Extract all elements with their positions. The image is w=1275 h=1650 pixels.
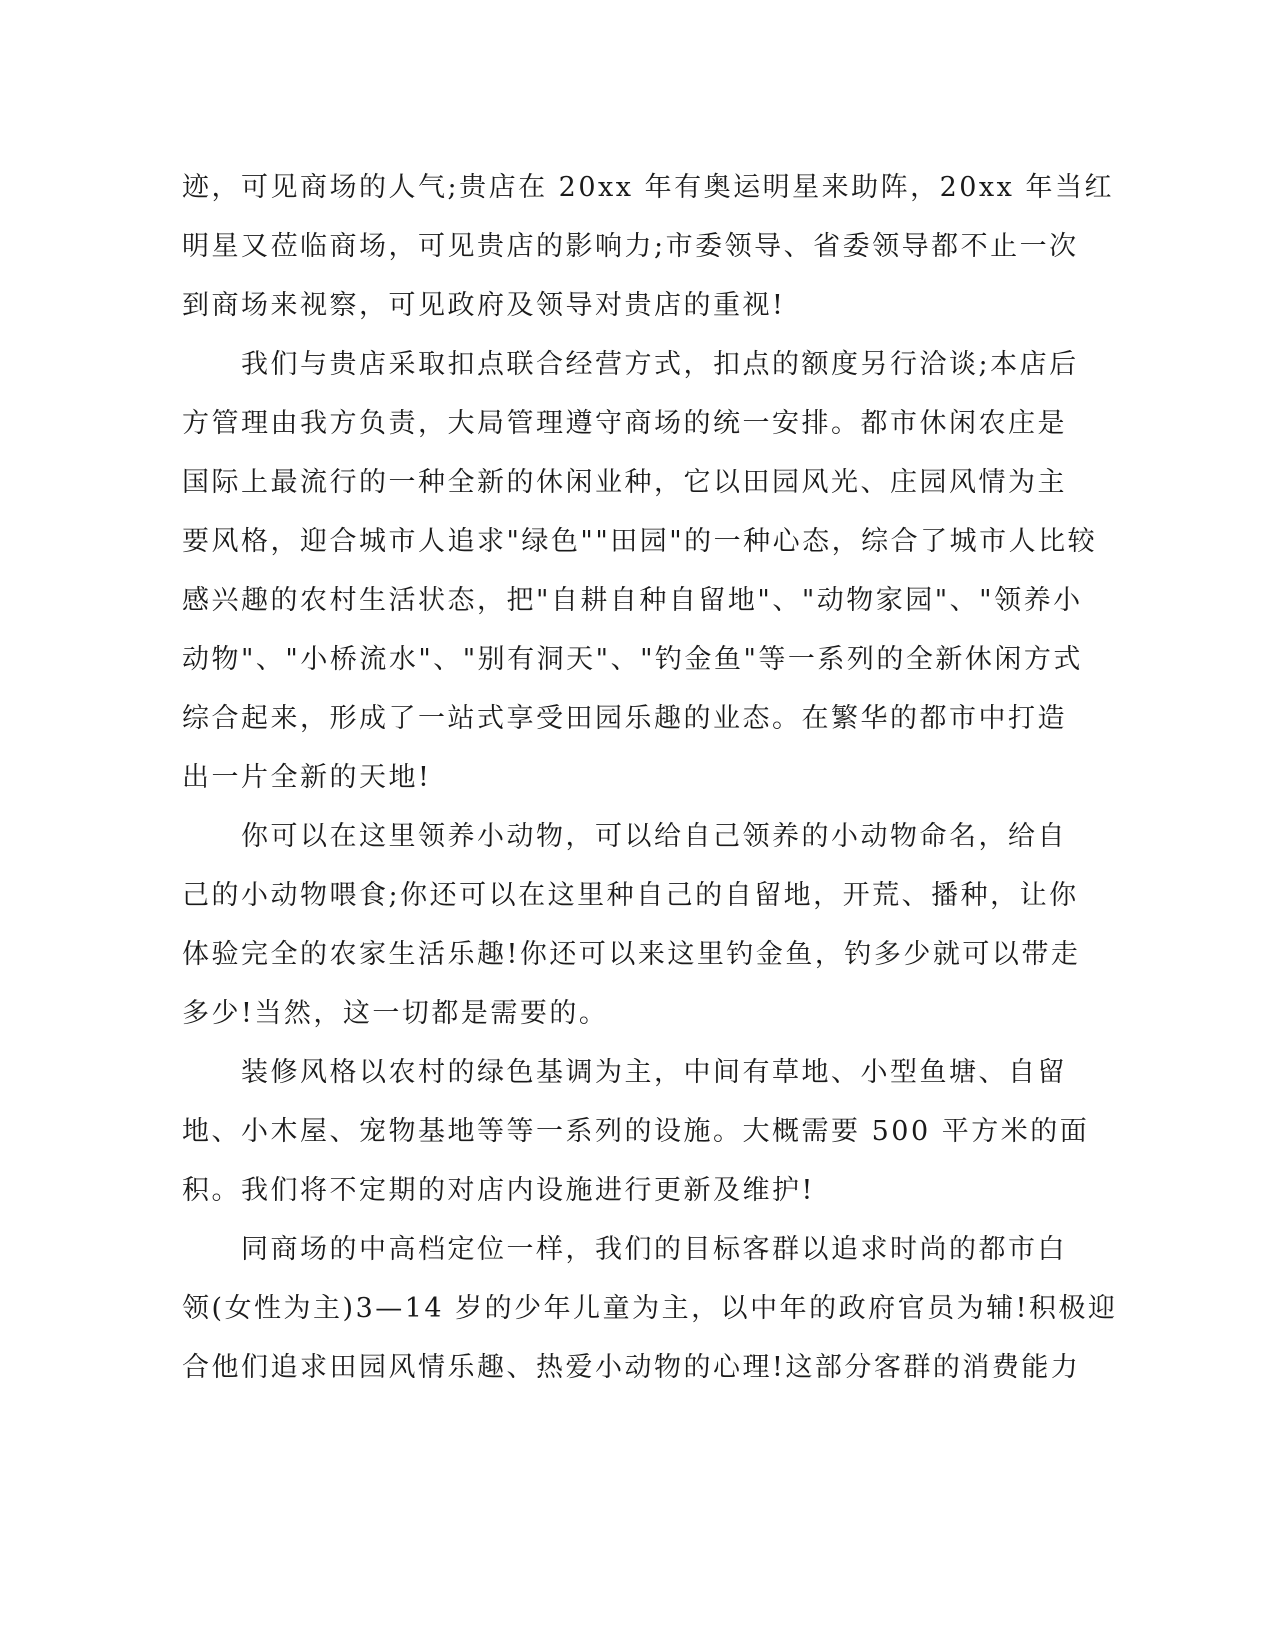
text-line: 装修风格以农村的绿色基调为主，中间有草地、小型鱼塘、自留	[182, 1057, 1067, 1088]
text-line: 己的小动物喂食;你还可以在这里种自己的自留地，开荒、播种，让你	[182, 880, 1079, 911]
document-body	[182, 158, 1118, 1397]
paragraph-3	[182, 807, 1081, 1043]
text-line: 综合起来，形成了一站式享受田园乐趣的业态。在繁华的都市中打造	[182, 703, 1067, 734]
text-line: 多少!当然，这一切都是需要的。	[182, 998, 609, 1029]
text-line: 体验完全的农家生活乐趣!你还可以来这里钓金鱼，钓多少就可以带走	[182, 939, 1081, 970]
text-line: 要风格，迎合城市人追求"绿色""田园"的一种心态，综合了城市人比较	[182, 526, 1098, 557]
paragraph-2	[182, 335, 1098, 807]
paragraph-1	[182, 158, 1114, 335]
text-line: 方管理由我方负责，大局管理遵守商场的统一安排。都市休闲农庄是	[182, 408, 1067, 439]
text-line: 感兴趣的农村生活状态，把"自耕自种自留地"、"动物家园"、"领养小	[182, 585, 1083, 616]
text-line: 国际上最流行的一种全新的休闲业种，它以田园风光、庄园风情为主	[182, 467, 1067, 498]
text-line: 领(女性为主)3—14 岁的少年儿童为主，以中年的政府官员为辅!积极迎	[182, 1293, 1118, 1324]
text-line: 我们与贵店采取扣点联合经营方式，扣点的额度另行洽谈;本店后	[182, 349, 1079, 380]
text-line: 明星又莅临商场，可见贵店的影响力;市委领导、省委领导都不止一次	[182, 231, 1079, 262]
text-line: 动物"、"小桥流水"、"别有洞天"、"钓金鱼"等一系列的全新休闲方式	[182, 644, 1083, 675]
text-line: 地、小木屋、宠物基地等等一系列的设施。大概需要 500 平方米的面	[182, 1116, 1090, 1147]
text-line: 到商场来视察，可见政府及领导对贵店的重视!	[182, 290, 786, 321]
paragraph-4	[182, 1043, 1090, 1220]
text-line: 迹，可见商场的人气;贵店在 20xx 年有奥运明星来助阵，20xx 年当红	[182, 172, 1114, 203]
paragraph-5	[182, 1220, 1118, 1397]
text-line: 你可以在这里领养小动物，可以给自己领养的小动物命名，给自	[182, 821, 1067, 852]
text-line: 积。我们将不定期的对店内设施进行更新及维护!	[182, 1175, 815, 1206]
text-line: 合他们追求田园风情乐趣、热爱小动物的心理!这部分客群的消费能力	[182, 1352, 1081, 1383]
text-line: 出一片全新的天地!	[182, 762, 432, 793]
text-line: 同商场的中高档定位一样，我们的目标客群以追求时尚的都市白	[182, 1234, 1067, 1265]
